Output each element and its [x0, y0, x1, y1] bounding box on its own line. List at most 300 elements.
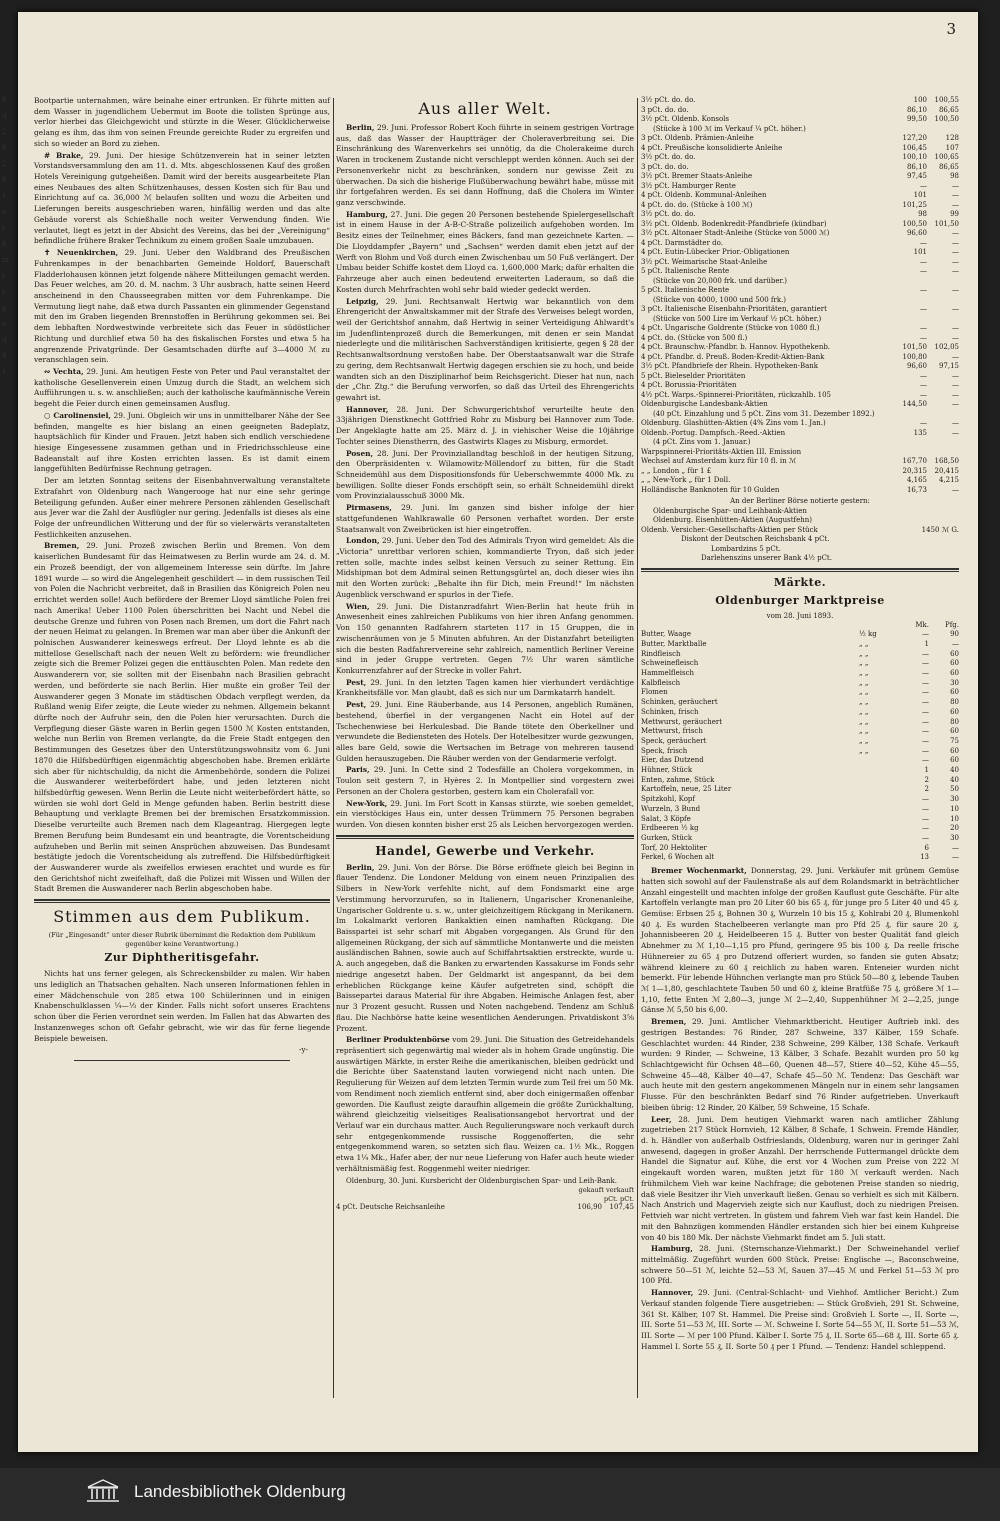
markt-mark: 1: [924, 639, 929, 648]
kurs-sold: 100,55: [934, 96, 959, 104]
table-row: [641, 362, 959, 372]
kurs-sold: 168,50: [934, 457, 959, 465]
markt-unit: [859, 844, 899, 854]
kurs-bought: —: [920, 238, 927, 247]
kurs-label: 3 pCt. do. do.: [641, 105, 689, 114]
kurs-label: (40 pCt. Einzahlung und 5 pCt. Zins vom 31. Dezember 1892.): [653, 409, 875, 418]
markt-mark: —: [922, 833, 929, 842]
article-pest-2: [336, 700, 634, 764]
kurs-sold: —: [952, 352, 959, 361]
markt-unit: [859, 785, 899, 795]
markt-item: Schinken, frisch: [641, 707, 699, 716]
kurs-sold: [927, 277, 959, 287]
section-title-welt: Aus aller Welt.: [418, 99, 552, 118]
article-pirmasens: [336, 503, 634, 535]
column-3: [641, 96, 959, 1408]
markt-mark: —: [922, 727, 929, 736]
markt-pfennig: 60: [950, 746, 959, 755]
kurs-bought: 96,60: [906, 362, 927, 370]
kurs-sold: —: [952, 257, 959, 266]
kurs-bought: —: [920, 419, 927, 427]
table-row: [641, 815, 959, 825]
article-text: 28. Juni. Der Schwurgerichtshof verurteilte heute den 33jährigen Dienstknecht Gottfried Rohr zu Misburg bei Hannover zum Tode. Der Angeklagte hatte am 25. März d. J. in viehischer Weise die 10jährige Tochter seines Dienstherrn, des Gastwirts Klages zu Misburg, ermordet.: [336, 404, 634, 446]
kurs-label: (Stücke von 500 Lire im Verkauf ½ pCt. höher.): [653, 314, 822, 323]
table-row: [641, 134, 959, 144]
dateline: Paris,: [346, 765, 370, 775]
edge-fragment: g: [2, 304, 7, 312]
section-title-maerkte: Märkte.: [773, 575, 827, 589]
article-text: Donnerstag, 29. Juni. Verkäufer mit grünem Gemüse hatten sich sowohl auf der Faulenstraße als auf dem Rolandsmarkt in beträchtlicher Anzahl eingestellt und machten infolge der großen Kauflust gute Geschäfte. Für alte Kartoffeln verlangte man pro 20 Liter 60 bis 65 ₰, für junge pro 5 Liter 40 und 45 ₰. Gemüse: Erbsen 25 ₰, Bohnen 30 ₰, Wurzeln 10 bis 15 ₰, Kohlrabi 20 ₰, Blumenkohl 40 ₰. Es wurden Stachelbeeren verlangte man pro Pfd 25 ₰, für saure 20 ₰, Johannisbeeren 20 ₰, Heidelbeeren 15 ₰. Butter von bester Qualität fand gleich Abnehmer zu ℳ 1,10—1,15 pro Pfund, geringere 95 bis 100 ₰. Da reelle frische Hühnereier zu 65 ₰ pro Dutzend offeriert wurden, so fanden sie guten Absatz; während kleinere zu 60 ₰ reichlich zu haben waren. Enteneier wurden nicht bemerkt. Für lebende Hühnchen verlangte man pro Stück 50—80 ₰, lebende Tauben ℳ 1—1,80, geschlachtete Tauben 50 und 60 ₰, kleine Bratfüße 75 ₰, größere ℳ 1—1,10, fette Enten ℳ 2,80—3, junge ℳ 2—2,40, Suppenhühner ℳ 2—2,25, junge Gänse ℳ 5,50 bis 6,00.: [641, 866, 959, 1015]
table-row: [641, 144, 959, 154]
table-row: [641, 191, 959, 201]
kurs-sold: 128: [945, 134, 959, 142]
kurs-sold: 100,65: [934, 153, 959, 161]
kurs-sold: —: [952, 238, 959, 247]
edge-fragment: u: [2, 320, 7, 328]
markt-title: Oldenburger Marktpreise: [715, 593, 885, 607]
kurs-label: 3½ pCt. Oldenb. Bodenkredit-Pfandbriefe (kündbar): [641, 219, 827, 228]
kurs-sold: —: [952, 181, 959, 190]
kurs-label: 3 pCt. Italienische Eisenbahn-Prioritäten, garantiert: [641, 305, 827, 313]
markt-mark: —: [922, 659, 929, 668]
markt-mark: 2: [924, 785, 929, 794]
table-row: [641, 410, 959, 420]
article-text: 29. Juni. Die Distanzradfahrt Wien-Berlin hat heute früh in Anwesenheit eines zahlreichen Publikums von hier ihren Anfang genommen. Von 150 genannten Radfahrern starteten 117 in 15 Gruppen, die in zwischenräumen von je 5 Minuten abfuhren. An der Distanzfahrt beteiligten sich die besten Radfahrervereine sehr zahlreich, namentlich Berliner Vereine sind in jeder Gruppe vertreten. Gegen 7½ Uhr waren sämtliche Konkurrenzfahrer auf der Strecke in voller Fahrt.: [336, 601, 634, 675]
markt-unit: „ „: [859, 659, 869, 668]
markt-item: Enten, zahme, Stück: [641, 775, 715, 784]
markt-mark: —: [922, 756, 929, 765]
edge-fragment: 2: [2, 128, 7, 136]
article-posen: [336, 449, 634, 503]
kurs-sold: —: [952, 305, 959, 313]
kurs-label: 3½ pCt. do. do.: [641, 210, 696, 218]
markt-mark: —: [922, 804, 929, 813]
markt-item: Erdbeeren ½ kg: [641, 824, 699, 833]
dateline: ✝ Neuenkirchen,: [44, 248, 119, 258]
table-row: [641, 669, 959, 679]
markt-item: Kalbfleisch: [641, 678, 681, 687]
section-divider: [34, 899, 330, 903]
article-wien: [336, 602, 634, 677]
kurs-bought: —: [920, 333, 927, 342]
markt-mark: —: [922, 717, 929, 726]
markt-pfennig: 60: [950, 756, 959, 765]
markt-pfennig: 80: [950, 698, 959, 707]
kurs-label: 3½ pCt. do. do.: [641, 153, 696, 161]
edge-fragment: t: [2, 224, 5, 232]
table-row: [336, 1203, 634, 1213]
kurs-bought: —: [920, 381, 927, 389]
markt-item: Wurzeln, 3 Bund: [641, 804, 701, 813]
markt-mark: —: [922, 649, 929, 658]
kurs-label: 5 pCt. Bieleselder Prioritäten: [641, 371, 746, 380]
kurs-label: 3 pCt. Oldenb. Prämien-Anleihe: [641, 134, 754, 142]
kurs-sold: [927, 410, 959, 420]
markt-mark: —: [922, 795, 929, 804]
article-text: vom 29. Juni. Die Situation des Getreidehandels repräsentiert sich gegenwärtig mal wieder als in hohem Grade ungünstig. Die auswärtigen Märkte, in erster Reihe die amerikanischen, bleiben gedrückt und die Berichte über Saatenstand lauten vorwiegend nicht nach unten. Die Regulierung für Weizen auf dem letzten Termin wurde zum Teil frei um 50 Mk. vom Rendiment noch ziemlich entfernt sind, aber doch einigermaßen offenbar geworden. Die Kauflust zeigte daraufhin allgemein die größte Zurückhaltung, während gleichzeitig vielseitiges Realisationsangebot hervortrat und der Verlauf war ein durchaus matter. Auch Regulierungsware noch verkauft durch sehr entgegenkommende russische Roggenofferten, die sehr entgegenkommend waren, so setzten sich flau. Weizen ca. 1½ Mk., Roggen etwa 1¼ Mk., Hafer aber, der nur neue Lieferung von Hafer auch heute wieder verhältnismäßig fest. Roggenmehl weiter niedriger.: [336, 1035, 635, 1173]
article-berlin-koch: [336, 123, 634, 209]
article-text: 29. Juni. Der hiesige Schützenverein hat in seiner letzten Vorstandsversammlung den am 11. d. Mts. abgeschlossenen Kauf des großen Hotels Vereinigung gutgeheißen. Damit wird der bereits ausgearbeitete Plan eines Neubaues des alten Schützenhauses, dessen Kosten sich für Bau und Einrichtung auf ca. 36,000 ℳ belaufen sollten und wozu die Arbeiten und Lieferungen bereits ausgeschrieben waren, hinfällig werden und das alte Gebäude vorerst als Schießhalle noch weiter Verwendung finden. Wie verlautet, liegt es jetzt in der Absicht des Vereins, das bei der „Vereinigung“ befindliche frühere Braker Technikum zu einem großen Saale umzubauen.: [34, 150, 330, 246]
article-text: 29. Juni. Im ganzen sind bisher infolge der hier stattgefundenen Wahlkrawalle 60 Personen verhaftet worden. Der erste Staatsanwalt von Zweibrücken ist hier eingetroffen.: [336, 503, 634, 534]
markt-item: Hühner, Stück: [641, 766, 693, 775]
dateline: Bremen,: [44, 541, 80, 551]
kurs-label: 3½ pCt. Hamburger Rente: [641, 181, 736, 190]
kurs-sold: 86,65: [938, 105, 959, 114]
edge-fragment: d: [2, 112, 7, 120]
table-row: [641, 400, 959, 410]
library-building-icon: [86, 1478, 120, 1504]
markt-unit: [859, 776, 899, 786]
markt-mark: —: [922, 746, 929, 755]
dateline: ○ Carolinensiel,: [44, 410, 111, 420]
kurs-label: Oldenb.-Portug. Dampfsch.-Reed.-Aktien: [641, 428, 786, 437]
table-row: [641, 659, 959, 669]
kurs-sold: [927, 448, 959, 458]
article-viehmarkt-leer: [641, 1115, 959, 1244]
kurs-bought: 20,315: [902, 466, 927, 475]
kurs-bought: [895, 315, 927, 325]
dateline: Leer,: [651, 1114, 672, 1124]
kurs-bought: 96,60: [906, 229, 927, 237]
dateline: Berlin,: [346, 862, 375, 872]
kurs-label: 4 pCt. Preußische konsolidierte Anleihe: [641, 143, 783, 152]
kurs-bought: —: [920, 286, 927, 294]
kurs-bought: 100,80: [902, 352, 927, 361]
dateline: Wien,: [346, 601, 370, 611]
table-row: [641, 372, 959, 382]
kurs-bought: 100: [913, 96, 927, 104]
markt-unit: „ „: [859, 639, 869, 648]
markt-item: Schinken, geräuchert: [641, 698, 718, 707]
article-text: 29. Juni. Prozeß zwischen Berlin und Bremen. Von dem kaiserlichen Bundesamt für das Heimatwesen zu Berlin wurde am 24. d. M. ein Prozeß beendigt, der von allgemeinem Interesse sein dürfte. Im Jahre 1891 wurde — so wird die Angelegenheit geschildert — in dem russischen Teil von Polen die Nachricht verbreitet, daß in Brasilien das Königreich Polen neu errichtet werden solle! Auch befördere der Bremer Lloyd sämtliche Polen frei nach Amerika! Ueber 1100 Polen überschritten bei Nacht und Nebel die deutsche Grenze und fuhren von Posen nach Bremen, um dort die Fahrt nach der neuen Heimat zu gelangen. In Bremen war man aber über die Ankunft der polnischen Auswanderer keineswegs erfreut. Der Lloyd lehnte es ab die mittellose Gesellschaft nach der neuen Welt zu befördern: wie freundlicher zeigte sich die Bremer Polizei gegen die enttäuschten Polen. Man redete den Auswanderern vor, sie sollten mit der Eisenbahn nach Brasilien gebracht werden, und beförderte sie nach Berlin. Hier mußte ein großer Teil der Auswanderer gegen 3 Monate im städtischen Obdach verpflegt werden, da Rußland wenig Eifer zeigte, die Leute wieder zu nehmen. Allgemein bekannt dürfte noch der Aufruhr sein, den die Polen hier verursachten. Durch die Verpflegung dieser Gäste waren in Berlin gegen 1500 ℳ Kosten entstanden, welche nun Berlin von Bremen verlangte, da die Freie Stadt entgegen den Bestimmungen des Gesetzes über den Unterstützungswohnsitz vom 6. Juni 1870 die Hilfsbedürftigen eigenmächtig abgeschoben habe. Bremen erklärte sich aber für nichtschuldig, da nicht die Armenbehörde, sondern die Polizei die Auswanderer weiterbefördert habe, und jeden letzteren nicht hilfsbedürftig gewesen. Wenn Berlin die Leute nicht weiterbefördert hätte, so würden sie wohl dort Geld in Menge gefunden haben. Berlin bestritt diese Behauptung und verklagte Bremen bei der bremischen Ersatzkommission. Dieselbe verurteilte auch Bremen nach dem Klageantrag. Hiergegen legte Bremen Berufung beim Bundesamt ein und beantragte, die Vorentscheidung aufzuheben und Berlin mit seinen Ansprüchen abzuweisen. Das Bundesamt bestätigte jedoch die Vorentscheidung als zutreffend. Die Hilfsbedürftigkeit der Auswanderer wurde als zweifellos erwiesen erachtet und wurde es für den Gerichtshof nicht zweifelhaft, daß die Polizei mit Wissen und Willen der Stadt Bremen die Auswanderer nach Berlin abgeschoben habe.: [34, 541, 330, 894]
table-row: [641, 419, 959, 429]
table-row: [641, 834, 959, 844]
table-row: [641, 106, 959, 116]
kurs-note: Oldenburg. Eisenhütten-Aktien (Augustfehn): [653, 516, 813, 524]
kurs-sold: 86,65: [938, 162, 959, 171]
table-row: [641, 258, 959, 268]
markt-unit: „ „: [859, 746, 869, 755]
footer-title: Landesbibliothek Oldenburg: [134, 1482, 346, 1501]
kurs-sold: 100,50: [934, 115, 959, 123]
markt-item: Butter, Waage: [641, 630, 692, 639]
markt-item: Spitzkohl, Kopf: [641, 795, 695, 804]
kurs-sold: —: [952, 229, 959, 237]
kurs-label: 3½ pCt. Oldenb. Konsols: [641, 115, 730, 123]
markt-pfennig: 60: [950, 649, 959, 658]
kurs-label: 3½ pCt. Altonaer Stadt-Anleihe (Stücke von 5000 ℳ): [641, 229, 830, 237]
kurs-label: Oldenburgische Landesbank-Aktien: [641, 400, 768, 408]
markt-mark: —: [922, 688, 929, 697]
kurs-bought: —: [920, 324, 927, 332]
table-row: [641, 391, 959, 401]
kurs-note-table: [641, 526, 959, 536]
dateline: Bremen,: [651, 1017, 687, 1027]
table-row: [641, 457, 959, 467]
kurs-bought: 4,165: [906, 476, 927, 484]
markt-item: Flomen: [641, 688, 668, 697]
table-row: [641, 343, 959, 353]
kurs-bought: —: [920, 371, 927, 380]
kurs-sold: 99: [950, 210, 959, 218]
edge-fragment: 9: [2, 352, 7, 360]
table-row: [641, 476, 959, 486]
markt-mark: —: [922, 678, 929, 687]
table-row: [641, 163, 959, 173]
end-rule: [74, 1060, 290, 1061]
article-london: [336, 536, 634, 600]
kurs-sold: —: [952, 286, 959, 294]
dateline: Pest,: [346, 700, 367, 710]
markt-pfennig: —: [952, 853, 959, 862]
kurs-bought: 127,20: [902, 134, 927, 142]
markt-pfennig: 20: [950, 824, 959, 833]
section-divider: [336, 835, 634, 839]
kurs-bought: [895, 277, 927, 287]
markt-mark: —: [922, 736, 929, 745]
table-row: [641, 210, 959, 220]
kurs-label: (Stücke à 100 ℳ im Verkauf ¼ pCt. höher.): [653, 124, 806, 133]
table-row: [641, 853, 959, 863]
table-row: [641, 727, 959, 737]
markt-unit: „ „: [859, 688, 869, 697]
markt-unit: [859, 815, 899, 825]
kurs-note: Oldenburgische Spar- und Leihbank-Aktien: [653, 506, 807, 515]
dateline: Pest,: [346, 677, 367, 687]
edge-fragment: i: [2, 272, 5, 280]
markt-unit: [859, 805, 899, 815]
kursbericht-head-1: gekauft verkauft: [578, 1186, 634, 1195]
markt-pfennig: 50: [950, 785, 959, 794]
article-text: 29. Juni. Obgleich wir uns in unmittelbarer Nähe der See befinden, mangelte es hier bislang an einen geeigneten Badeplatz, hauptsächlich für Kinder und Frauen. Jetzt haben sich endlich verschiedene hiesige Eingesessene zusammen gethan und in Friedrichsschleuse eine Badeanstalt auf ihre Kosten errichten lassen. Es ist damit einem langgefühlten Bedürfnisse Rechnung getragen.: [34, 410, 330, 474]
table-row: [641, 776, 959, 786]
kurs-sold: 4,215: [938, 476, 959, 484]
kurs-sold: —: [952, 191, 959, 199]
table-row: [641, 737, 959, 747]
table-row: [641, 96, 959, 106]
markt-mark: 13: [920, 853, 929, 862]
table-row: [641, 381, 959, 391]
table-row: [641, 708, 959, 718]
article-text: 29. Juni. Eine Räuberbande, aus 14 Personen, angeblich Rumänen, bestehend, überfiel in der vergangenen Nacht ein Hotel auf der Tschechenwiese bei Herkulesbad. Die Bande tötete den Oberkellner und verwundete die Bediensteten des Hotels. Der Hotelbesitzer wurde gezwungen, alles bare Geld, sowie die Wertsachen im Betrage von mehreren tausend Gulden herauszugeben. Die Räuber werden von der Gendarmerie verfolgt.: [336, 700, 635, 763]
markt-mark: —: [922, 824, 929, 833]
kurs-label: 4 pCt. Braunschw.-Pfandbr. b. Hannov. Hypothekenb.: [641, 343, 831, 351]
markt-table: [641, 621, 959, 864]
kurs-label: 4 pCt. Borussia-Prioritäten: [641, 381, 737, 389]
markt-item: Rindfleisch: [641, 649, 681, 658]
kurs-bought: 97,45: [906, 172, 927, 180]
dateline: ∾ Vechta,: [44, 366, 84, 376]
markt-unit: [859, 795, 899, 805]
markt-unit: „ „: [859, 649, 869, 658]
markt-mark: 6: [924, 843, 929, 852]
markt-item: Torf, 20 Hektoliter: [641, 843, 707, 852]
article-hannover: [336, 405, 634, 448]
markt-item: Kartoffeln, neue, 25 Liter: [641, 785, 732, 794]
article-text: 28. Juni. Dem heutigen Viehmarkt waren nach amtlicher Zählung zugetrieben 217 Stück Hornvieh, 12 Kälber, 8 Schafe, 1 Schwein. Fremde Händler, d. h. Händler von außerhalb Ostfrieslands, Oldenburg, waren nur in geringer Zahl anwesend, dagegen in großer Anzahl. Der herrschende Futtermangel drückte dem Handel die Signatur auf. Kühe, die erst vor 4 Wochen zum Preise von 222 ℳ eingekauft worden waren, mußten jetzt für 180 ℳ verkauft werden. Nach frühmilchem Vieh war keine Nachfrage; die gebotenen Preise standen so niedrig, daß viele Besitzer ihr Vieh unverkauft ließen. Genau so verhielt es sich mit Kälbern. Nach Anstrich und Magervieh zeigte sich nur Kauflust, doch zu niedrigen Preisen. Fettvieh war nicht vertreten. In güstem und fahrem Vieh war fast kein Handel. Die mit den Bahnzügen kommenden Händler erstanden sich hier bei einem Kuhpreise von 40 bis 180 Mk. Der nächste Viehmarkt findet am 5. Juli statt.: [641, 1114, 959, 1242]
edge-fragment: 2: [2, 160, 7, 168]
table-row: [641, 526, 959, 536]
table-row: [641, 267, 959, 277]
kurs-label: „ „ New-York „ für 1 Doll.: [641, 476, 731, 484]
article-text: 29. Juni. Ueber den Waldbrand des Preußischen Fuhrenkampes in der benachbarten Gemeinde Holdorf, Bauerschaft Fladderlohausen können jetzt folgende nähere Mitteilungen gemacht werden. Das Feuer welches, am 20. d. M. nachm. 3 Uhr ausbrach, hatte seinen Heerd anscheinend in den Chausseegraben mitten vor dem Fuhrenkampe. Die Vermutung liegt nahe, daß etwa durch Passanten ein glimmender Gegenstand mit den im Graben liegenden Brennstoffen in Berührung gekommen sei. Bei dem lebhaften Nordwestwinde verbreitete sich das Feuer in südöstlicher Richtung und durchlief etwa 50 ha des fiskalischen Forstes und etwa 5 ha angrenzende Privatgründe. Der Gesamtschaden dürfte auf 3—4000 ℳ zu veranschlagen sein.: [34, 248, 330, 365]
kurs-label: 5 pCt. Italienische Rente: [641, 267, 730, 275]
section-divider: [641, 568, 959, 572]
article-neuenkirchen: [34, 248, 330, 366]
article-paris: [336, 765, 634, 797]
markt-pfennig: 30: [950, 678, 959, 687]
table-row: [641, 630, 959, 640]
section-title-handel: Handel, Gewerbe und Verkehr.: [375, 843, 595, 858]
article-brake: [34, 151, 330, 247]
markt-pfennig: 60: [950, 659, 959, 668]
markt-pfennig: —: [952, 843, 959, 852]
table-row: [641, 824, 959, 834]
kurs-bought: —: [920, 390, 927, 399]
kurs-table-start: [336, 1203, 634, 1213]
markt-unit: [859, 824, 899, 834]
table-row: [641, 277, 959, 287]
footer-bar: [0, 1468, 1000, 1521]
edge-fragment: 8: [2, 96, 7, 104]
dateline: Berlin,: [346, 123, 375, 132]
kurs-sold: —: [952, 390, 959, 399]
markt-pfennig: 60: [950, 707, 959, 716]
article-text: 29. Juni. Ueber den Tod des Admirals Tryon wird gemeldet: Als die „Victoria“ unrettbar verloren schien, kommandierte Tryon, daß sich jeder retten solle, machte indes selbst keinen Versuch zu seiner Rettung. Ein Midshipman bot dem Admiral seinen Rettungsgürtel an, doch dieser wies ihn mit den Worten zurück: „Behalte ihn für Dich, mein Freund!“ Im nächsten Augenblick verschwand er spurlos in der Tiefe.: [336, 536, 634, 599]
markt-item: Salat, 3 Köpfe: [641, 814, 691, 823]
article-bremen: [34, 541, 330, 895]
markt-item: Speck, frisch: [641, 746, 688, 755]
markt-unit: „ „: [859, 678, 869, 687]
edge-fragment: h: [2, 240, 7, 248]
edge-fragment: m: [2, 256, 9, 264]
table-row: [641, 353, 959, 363]
kurs-label: 3 pCt. do. do.: [641, 162, 689, 171]
dateline: London,: [346, 536, 380, 546]
table-row: [641, 747, 959, 757]
markt-unit: [859, 766, 899, 776]
article-boerse: [336, 863, 634, 1035]
kurs-bought: 101: [913, 191, 927, 199]
kurs-bought: 167,70: [902, 457, 927, 465]
kurs-bought: —: [920, 267, 927, 275]
kurs-bought: [895, 438, 927, 448]
kurs-bought: —: [920, 181, 927, 190]
table-row: [641, 429, 959, 439]
table-row: [641, 486, 959, 496]
kurs-sold: 107,45: [609, 1203, 634, 1212]
markt-pfennig: 60: [950, 688, 959, 697]
kurs-sold: 107: [945, 143, 959, 152]
kurs-bought: 135: [913, 428, 927, 437]
kurs-label: 3½ pCt. Bremer Staats-Anleihe: [641, 172, 753, 180]
table-row: [641, 324, 959, 334]
markt-mark: —: [922, 669, 929, 678]
kurs-sold: —: [952, 485, 959, 494]
table-row: [641, 115, 959, 125]
markt-unit: [859, 834, 899, 844]
dateline: Bremer Wochenmarkt,: [651, 866, 747, 876]
markt-pfennig: —: [952, 639, 959, 648]
kurs-sold: 98: [950, 172, 959, 180]
kurs-sold: 101,50: [934, 219, 959, 228]
kurs-bought: 100,10: [902, 153, 927, 161]
article-text: 28. Juni. Der Provinziallandtag beschloß in der heutigen Sitzung, den Oberpräsidenten v. Wilamowitz-Möllendorf zu bitten, für die Stadt Schneidemühl aus dem Dispositionsfonds für Ueberschwemmte 4000 Mk. zu bewilligen. Sollte dieser Fonds erschöpft sein, so erhält Schneidemühl direkt vom Provinzialausschuß 3000 Mk.: [336, 448, 635, 501]
kurs-label: (Stücke von 20,000 frk. und darüber.): [653, 276, 788, 285]
table-row: [641, 334, 959, 344]
kurs-bought: [895, 410, 927, 420]
table-row: [641, 650, 959, 660]
kurs-label: Oldenb. Versicher.-Gesellschafts-Aktien per Stück: [641, 525, 818, 534]
markt-unit: „ „: [859, 698, 869, 707]
dateline: Hamburg,: [651, 1244, 693, 1254]
article-text: 29. Juni. In Cette sind 2 Todesfälle an Cholera vorgekommen, in Toulon seit gestern 7, in Hyères 2. In Montpellier sind vorgestern zwei Personen an der Cholera gestorben, gestern kam ein Cholerafall vor.: [336, 765, 634, 796]
markt-mark: 2: [924, 775, 929, 784]
table-row: [641, 467, 959, 477]
kurs-sold: [927, 296, 959, 306]
markt-pfennig: 30: [950, 795, 959, 804]
edge-fragment: d: [2, 336, 7, 344]
markt-mark: —: [922, 698, 929, 707]
column-2: [336, 96, 634, 1408]
kurs-sold: —: [952, 371, 959, 380]
markt-unit: „ „: [859, 669, 869, 678]
table-row: [641, 844, 959, 854]
markt-item: Schweinefleisch: [641, 659, 699, 668]
kurs-sold: —: [952, 419, 959, 427]
dateline: Hamburg,: [346, 209, 388, 219]
kurs-sold: —: [952, 267, 959, 275]
edge-fragment: 8: [2, 144, 7, 152]
article-text: 28. Juni. (Sternschanze-Viehmarkt.) Der Schweinehandel verlief mittelmäßig. Zugeführt wurden 600 Stück. Preise: Englische —, Baconschweine, schwere 50—51 ℳ, leichte 52—53 ℳ, Sauen 37—45 ℳ und Ferkel 51—53 ℳ pro 100 Pfd.: [641, 1244, 959, 1286]
kurs-label: 4 pCt. Deutsche Reichsanleihe: [336, 1203, 445, 1212]
column-1: [34, 96, 330, 1408]
markt-pfennig: 40: [950, 766, 959, 775]
markt-date: vom 28. Juni 1893.: [766, 611, 834, 620]
kurs-label: 5 pCt. Italienische Rente: [641, 286, 730, 294]
article-carolinensiel: [34, 411, 330, 475]
kurs-bought: —: [920, 305, 927, 313]
column-rule: [333, 98, 334, 1398]
table-row: [641, 248, 959, 258]
table-row: [641, 153, 959, 163]
article-carolinensiel-2: Der am letzten Sonntag seitens der Eisenbahnverwaltung veranstaltete Extrafahrt von Oldenburg nach Wangerooge hat nur eine sehr geringe Beteiligung gefunden. Außer einer mehrere Personen zählenden Gesellschaft aus Jever war die Zahl der Ausflügler nur gering. Jedenfalls ist dieses als eine Folge der unfreundlichen Witterung und der für so vielerwärts veranstalteten Festlichkeiten anzusehen.: [34, 476, 330, 539]
article-new-york: [336, 799, 634, 831]
edge-fragment: r: [2, 288, 6, 296]
dateline: Hannover,: [651, 1288, 694, 1298]
kurs-bought: 144,50: [902, 400, 927, 408]
kurs-bought: 101,50: [902, 343, 927, 351]
article-text: 29. Juni. Von der Börse. Die Börse eröffnete gleich bei Beginn in flauer Tendenz. Die Londoner Meldung von einem neuen Prinzipalien des Silbers in New-York verfehlte nicht, auf dem Fondsmarkt eine arge Verstimmung hervorzurufen, so in Italienern, Ungarischer Kronenanleihe, Ungarischer Goldrente u. s. w., unter gleichzeitigem Rückgang in Merikanern. Im Lokalmarkt verloren Bankaktien einen namhaften Rückgang. Die Baisspartei ist sehr scharf mit Abgaben vorgegangen. Als Grund für den allgemeinen Rückgang, der sich auf sämmtliche Montanwerte und die meisten ausländischen Bahnen, sowie auch auf Schiffahrtsaktien erstreckte, wurde u. A. auch angegeben, daß die Banken zu erwartenden Kassakurse im Fonds sehr niedrige angesetzt haben. Der Geldmarkt ist angespannt, da bei dem erheblichen Rückgange keine Käufer aufgetreten sind, schöpft die Baissepartei daraus Material für ihre Abgaben. Heimische Anlagen fest, aber nur 3 Prozent gesucht. Russen und Noten nachgebend. Tendenz am Schluß flau. Die Nachbörse hatte keine wesentlichen Aenderungen. Privatdiskont 3⅝ Prozent.: [336, 862, 634, 1033]
markt-item: Ferkel, 6 Wochen alt: [641, 853, 715, 862]
kurs-label: 4 pCt. do. (Stücke von 500 fl.): [641, 333, 748, 342]
table-row: [641, 448, 959, 458]
dateline: Pirmasens,: [346, 503, 392, 513]
kurs-label: 4 pCt. Ungarische Goldrente (Stücke von 1080 fl.): [641, 324, 820, 332]
markt-pfennig: 30: [950, 833, 959, 842]
markt-unit: „ „: [859, 717, 869, 726]
table-row: [641, 229, 959, 239]
table-row: [641, 220, 959, 230]
kurs-bought: 99,50: [906, 115, 927, 123]
kurs-value: 1450 ℳ G.: [921, 525, 959, 534]
table-row: [641, 286, 959, 296]
col-header: Mk.: [915, 620, 929, 629]
markt-item: Mettwurst, geräuchert: [641, 717, 723, 726]
table-row: [641, 640, 959, 650]
table-row: [641, 296, 959, 306]
page-number: 3: [946, 20, 956, 38]
